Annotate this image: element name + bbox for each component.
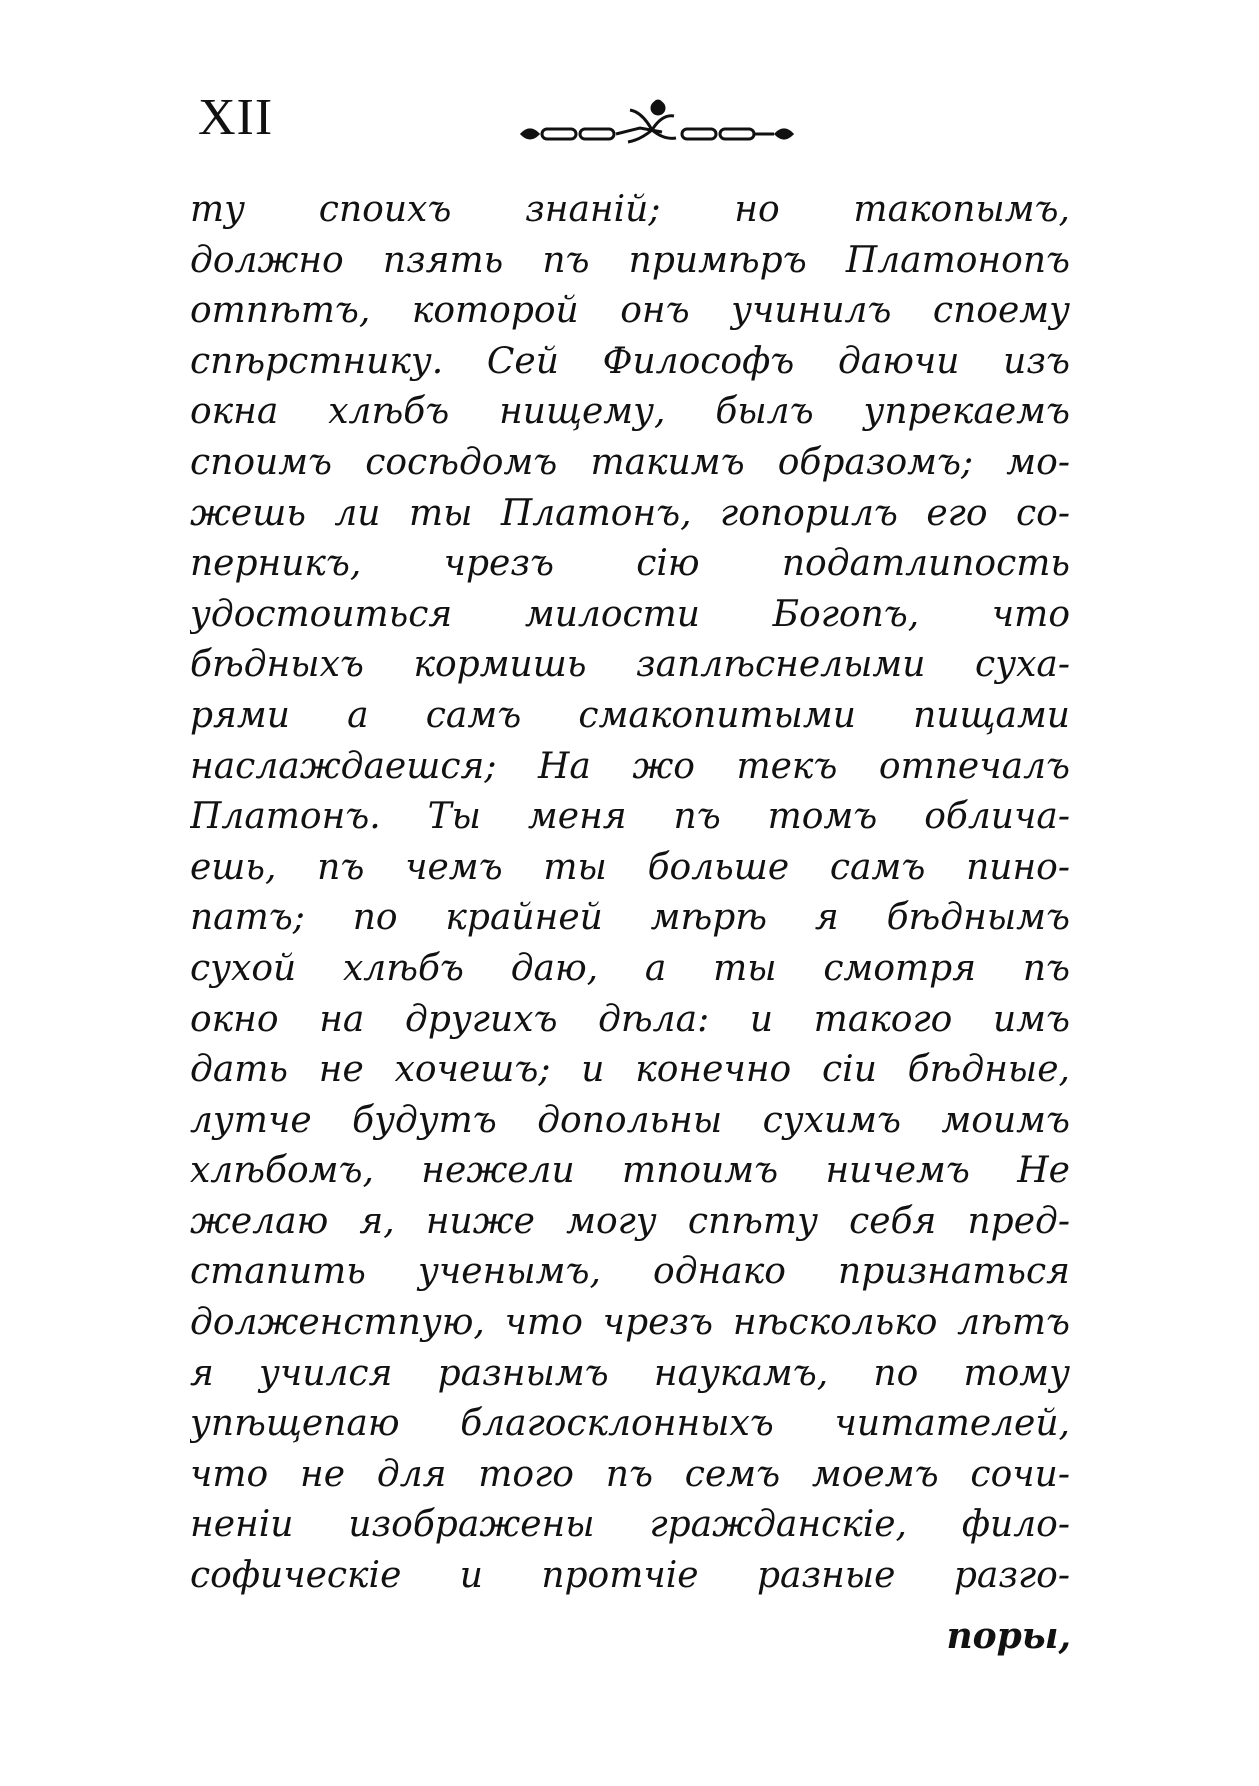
text-line: перникъ, чрезъ сію податлипость (190, 543, 1070, 585)
ornamental-band-icon (512, 98, 802, 158)
text-line: сухой хлѣбъ даю, а ты смотря пъ (190, 947, 1070, 989)
catchword: поры, (946, 1615, 1071, 1657)
text-line: Платонъ. Ты меня пъ томъ обличa- (190, 796, 1070, 838)
text-line: что не для того пъ семъ моемъ сочи- (190, 1453, 1070, 1495)
text-line: отпѣтъ, которой онъ учинилъ споему (190, 290, 1070, 332)
text-line: должно пзять пъ примѣръ Платонопъ (190, 239, 1070, 281)
text-line: дать не хочешъ; и конечно сіи бѣдные, (190, 1049, 1070, 1091)
text-line: наслаждаешся; На жо текъ отпечалъ (190, 745, 1070, 787)
text-line: я учился разнымъ наукамъ, по тому (190, 1352, 1070, 1394)
body-text (190, 185, 1070, 1602)
text-line: рями а самъ смакопитыми пищами (190, 694, 1070, 736)
text-line: патъ; по крайней мѣрѣ я бѣднымъ (190, 897, 1070, 939)
text-line: лутче будутъ допольны сухимъ моимъ (190, 1099, 1070, 1141)
text-line: хлѣбомъ, нежели тпоимъ ничемъ Не (190, 1150, 1070, 1192)
text-line: неніи изображены гражданскіе, фило- (190, 1504, 1070, 1546)
text-line: упѣщепаю благосклонныхъ читателей, (190, 1403, 1070, 1445)
text-line: удостоиться милости Богопъ, что (190, 593, 1070, 635)
text-line: софическіе и протчіе разные разго- (190, 1555, 1070, 1597)
text-line: ту споихъ знаній; но такопымъ, (190, 189, 1070, 230)
page-number: XII (198, 89, 274, 146)
text-line: споимъ сосѣдомъ такимъ образомъ; мо- (190, 441, 1070, 483)
text-line: ешь, пъ чемъ ты больше самъ пино- (190, 846, 1070, 888)
text-line: желаю я, ниже могу спѣту себя пред- (190, 1200, 1070, 1242)
text-line: бѣдныхъ кормишь заплѣснелыми суха- (190, 644, 1070, 686)
text-line: долженстпую, что чрезъ нѣсколько лѣтъ (190, 1302, 1070, 1344)
text-line: жешь ли ты Платонъ, гопорилъ его со- (190, 492, 1070, 534)
text-line: спѣрстнику. Сей Философъ даючи изъ (190, 340, 1070, 382)
text-line: окно на другихъ дѣла: и такого имъ (190, 998, 1070, 1040)
text-line: стапить ученымъ, однако признаться (190, 1251, 1070, 1293)
text-line: окна хлѣбъ нищему, былъ упрекаемъ (190, 391, 1070, 433)
